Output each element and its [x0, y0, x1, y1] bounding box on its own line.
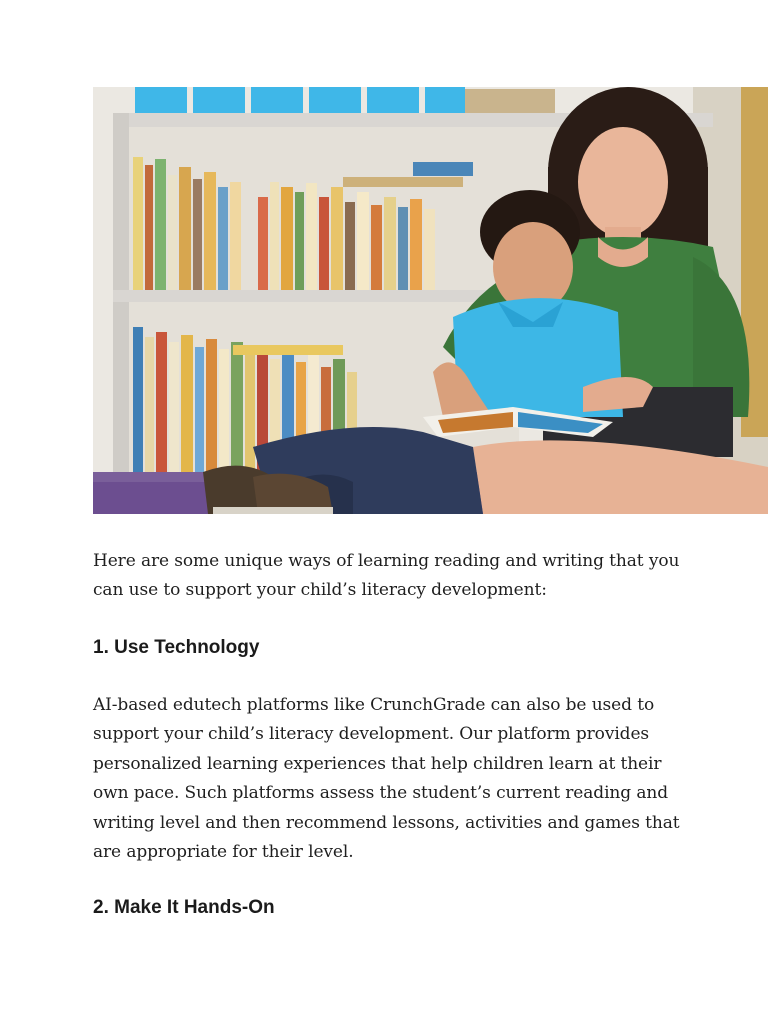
- section-heading-2: [93, 896, 693, 920]
- article-photo: [93, 87, 768, 514]
- heading-use-technology: 1. Use Technology: [93, 637, 260, 658]
- heading-make-it-hands-on: 2. Make It Hands-On: [93, 897, 275, 918]
- intro-text: Here are some unique ways of learning reading and writing that you can use to support your child’s literacy development:: [93, 551, 680, 601]
- body-use-technology: AI-based edutech platforms like CrunchGrade can also be used to support your child’s literacy development. Our platform provides personalized learning experiences that help children learn at their own pace. Such platforms assess the student’s current reading and writing level and then recommend lessons, activities and games that are appropriate for their level.: [93, 695, 680, 863]
- section-body-1: [93, 691, 693, 867]
- intro-paragraph: [93, 547, 693, 606]
- section-heading-1: [93, 636, 693, 660]
- photo-reading-icon: [93, 87, 768, 514]
